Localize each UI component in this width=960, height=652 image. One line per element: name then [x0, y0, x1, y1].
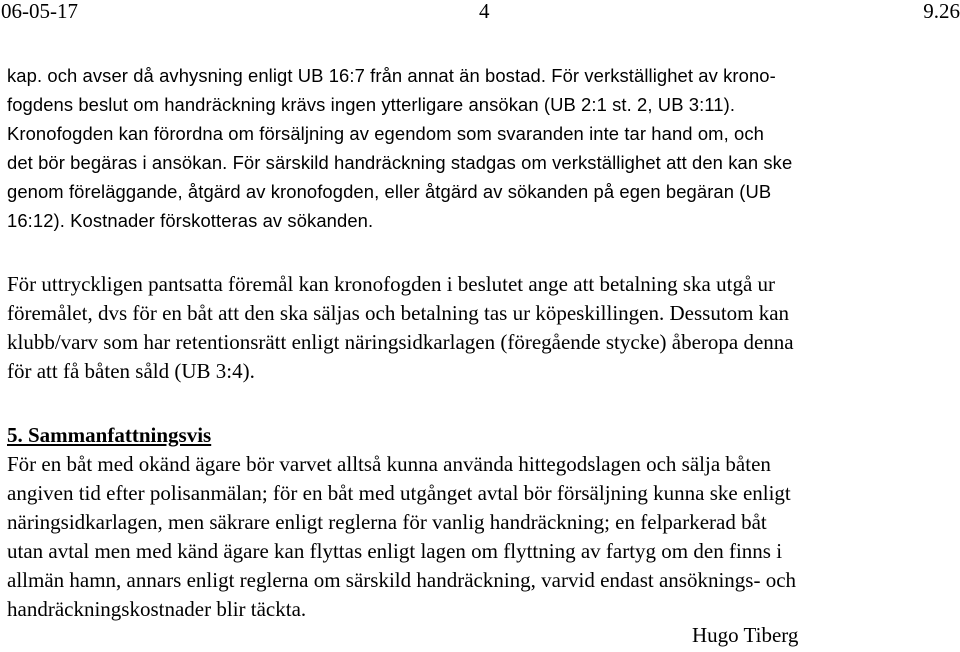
paragraph-handrackning: [7, 61, 960, 235]
paragraph-pantsatta-foremal: [7, 270, 960, 386]
header-page-number: 4: [479, 0, 490, 23]
author-signature: Hugo Tiberg: [692, 623, 799, 647]
paragraph-line: För en båt med okänd ägare bör varvet alltså kunna använda hittegodslagen och sälja båten: [7, 452, 771, 476]
paragraph-line: för att få båten såld (UB 3:4).: [7, 359, 255, 383]
paragraph-line: För uttryckligen pantsatta föremål kan kronofogden i beslutet ange att betalning ska utgå ur: [7, 272, 776, 296]
paragraph-sammanfattning: [7, 450, 960, 624]
paragraph-line: klubb/varv som har retentionsrätt enligt näringsidkarlagen (föregående stycke) åberopa denna: [7, 330, 794, 354]
header-version: 9.26: [923, 0, 960, 23]
paragraph-line: utan avtal men med känd ägare kan flyttas enligt lagen om flyttning av fartyg om den finns i: [7, 539, 783, 563]
paragraph-line: näringsidkarlagen, men säkrare enligt reglerna för vanlig handräckning; en felparkerad båt: [7, 510, 767, 534]
paragraph-line: föremålet, dvs för en båt att den ska säljas och betalning tas ur köpeskillingen. Dessutom kan: [7, 301, 790, 325]
paragraph-line: det bör begäras i ansökan. För särskild handräckning stadgas om verkställighet att den kan ske: [7, 152, 793, 173]
paragraph-line: fogdens beslut om handräckning krävs ingen ytterligare ansökan (UB 2:1 st. 2, UB 3:11).: [7, 94, 736, 115]
section-heading: 5. Sammanfattningsvis: [7, 423, 212, 447]
header-date: 06-05-17: [1, 0, 78, 23]
page-header: [0, 0, 960, 24]
paragraph-line: genom föreläggande, åtgärd av kronofogden, eller åtgärd av sökanden på egen begäran (UB: [7, 181, 772, 202]
paragraph-line: handräckningskostnader blir täckta.: [7, 597, 307, 621]
paragraph-line: allmän hamn, annars enligt reglerna om särskild handräckning, varvid endast ansöknings- och: [7, 568, 797, 592]
paragraph-line: 16:12). Kostnader förskotteras av sökanden.: [7, 210, 374, 231]
paragraph-line: angiven tid efter polisanmälan; för en båt med utgånget avtal bör försäljning kunna ske enligt: [7, 481, 791, 505]
paragraph-line: Kronofogden kan förordna om försäljning av egendom som svaranden inte tar hand om, och: [7, 123, 764, 144]
paragraph-line: kap. och avser då avhysning enligt UB 16:7 från annat än bostad. För verkställighet av krono-: [7, 65, 776, 86]
